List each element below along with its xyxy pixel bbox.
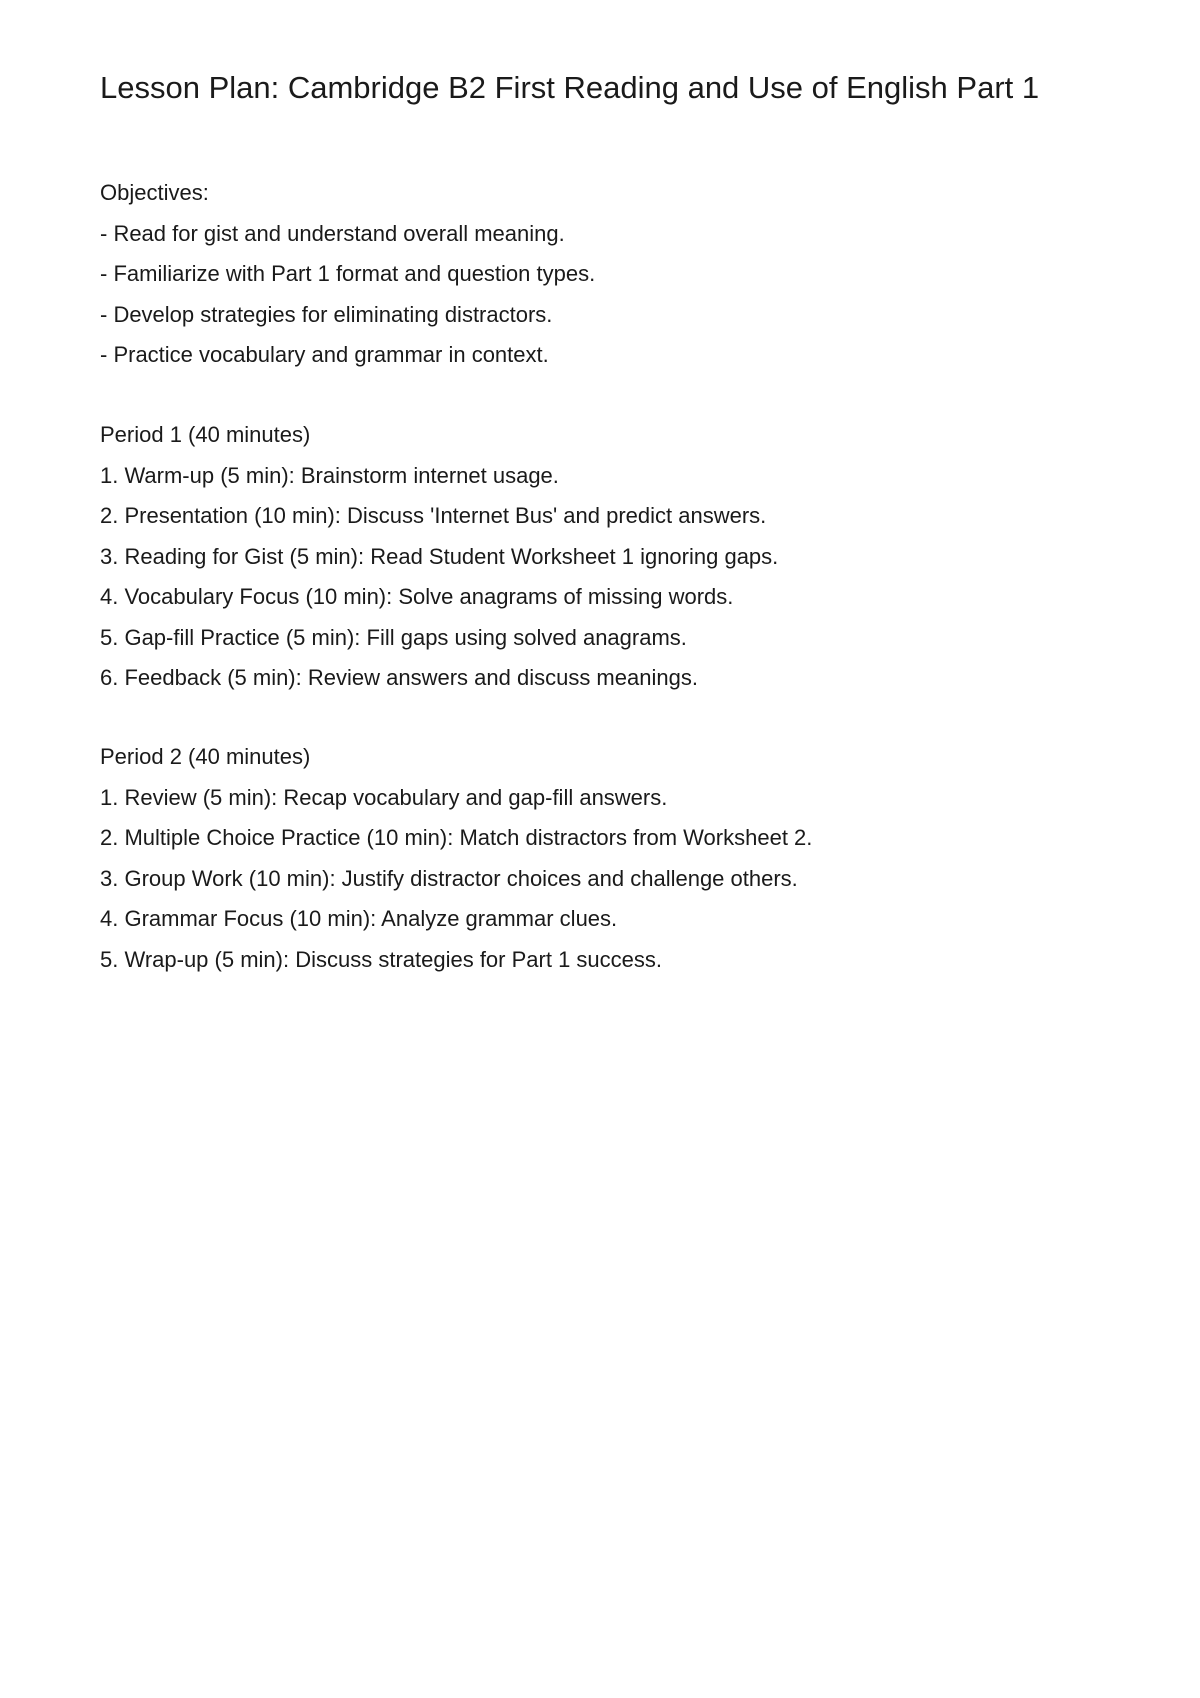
- list-item: 6. Feedback (5 min): Review answers and discuss meanings.: [100, 665, 698, 690]
- period-2-section: [100, 737, 1120, 980]
- list-item: - Read for gist and understand overall meaning.: [100, 220, 565, 246]
- list-item: 5. Gap-fill Practice (5 min): Fill gaps using solved anagrams.: [100, 624, 687, 650]
- list-item: - Familiarize with Part 1 format and question types.: [100, 261, 596, 286]
- section-heading: Period 1 (40 minutes): [100, 422, 311, 447]
- list-item: 4. Grammar Focus (10 min): Analyze grammar clues.: [100, 906, 618, 931]
- list-item: - Practice vocabulary and grammar in context.: [100, 342, 549, 367]
- list-item: 5. Wrap-up (5 min): Discuss strategies for Part 1 success.: [100, 946, 662, 972]
- list-item: 2. Presentation (10 min): Discuss 'Internet Bus' and predict answers.: [100, 503, 767, 528]
- list-item: 1. Review (5 min): Recap vocabulary and gap-fill answers.: [100, 784, 668, 810]
- page-title: Lesson Plan: Cambridge B2 First Reading and Use of English Part 1: [100, 70, 1040, 105]
- list-item: 4. Vocabulary Focus (10 min): Solve anagrams of missing words.: [100, 584, 734, 609]
- section-heading: Objectives:: [100, 180, 209, 205]
- list-item: 3. Reading for Gist (5 min): Read Student Worksheet 1 ignoring gaps.: [100, 543, 779, 569]
- list-item: 1. Warm-up (5 min): Brainstorm internet usage.: [100, 462, 559, 488]
- objectives-section: [100, 173, 1120, 376]
- section-heading: Period 2 (40 minutes): [100, 744, 311, 769]
- list-item: - Develop strategies for eliminating distractors.: [100, 301, 553, 327]
- list-item: 3. Group Work (10 min): Justify distractor choices and challenge others.: [100, 865, 798, 891]
- list-item: 2. Multiple Choice Practice (10 min): Match distractors from Worksheet 2.: [100, 825, 813, 850]
- period-1-section: [100, 415, 1120, 699]
